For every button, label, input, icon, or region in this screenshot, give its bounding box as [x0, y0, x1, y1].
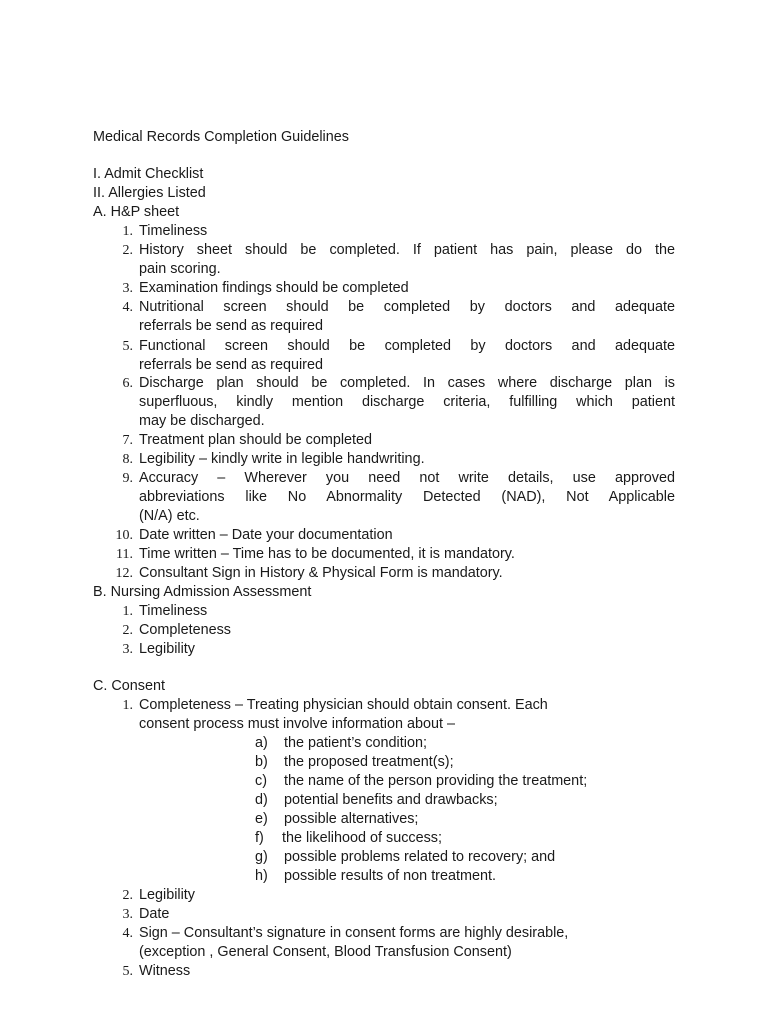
- list-item: Date: [139, 906, 170, 922]
- list-item: Legibility: [139, 887, 195, 903]
- list-item: Completeness: [139, 622, 231, 638]
- list-item-continuation: referrals be send as required: [139, 318, 323, 334]
- list-item: Timeliness: [139, 603, 208, 619]
- document-title: Medical Records Completion Guidelines: [93, 129, 349, 145]
- section-a-heading: A. H&P sheet: [93, 204, 180, 220]
- list-item: Consultant Sign in History & Physical Form is mandatory.: [139, 565, 503, 581]
- list-number: 2.: [122, 243, 133, 258]
- list-number: 3.: [122, 281, 133, 296]
- list-number: 2.: [122, 623, 133, 638]
- section-allergies-listed: II. Allergies Listed: [93, 185, 206, 201]
- list-number: 6.: [122, 376, 133, 391]
- list-item: History sheet should be completed. If patient has pain, please do the: [139, 242, 675, 258]
- list-number: 4.: [122, 926, 133, 941]
- list-number: 5.: [122, 339, 133, 354]
- list-number: 1.: [122, 604, 133, 619]
- list-item-continuation: pain scoring.: [139, 261, 221, 277]
- list-item: Functional screen should be completed by doctors and adequate: [139, 338, 675, 354]
- list-item: Witness: [139, 963, 191, 979]
- list-item-continuation: consent process must involve information about –: [139, 716, 455, 732]
- sub-item-label: c): [255, 773, 267, 789]
- list-number: 5.: [122, 964, 133, 979]
- list-item: Legibility – kindly write in legible handwriting.: [139, 451, 425, 467]
- sub-item-label: b): [255, 754, 268, 770]
- list-number: 9.: [122, 471, 133, 486]
- list-number: 3.: [122, 907, 133, 922]
- list-number: 3.: [122, 642, 133, 657]
- list-item-continuation: abbreviations like No Abnormality Detected (NAD), Not Applicable: [139, 489, 675, 505]
- sub-item: possible problems related to recovery; and: [284, 849, 556, 865]
- list-item: Time written – Time has to be documented, it is mandatory.: [139, 546, 515, 562]
- list-item-continuation: may be discharged.: [139, 413, 265, 429]
- sub-item: the proposed treatment(s);: [284, 754, 454, 770]
- list-item: Sign – Consultant’s signature in consent forms are highly desirable,: [139, 925, 569, 941]
- sub-item: the patient’s condition;: [284, 735, 427, 751]
- list-item-continuation: superfluous, kindly mention discharge criteria, fulfilling which patient: [139, 394, 675, 410]
- list-item-continuation: (N/A) etc.: [139, 508, 200, 524]
- sub-item: the name of the person providing the treatment;: [284, 773, 588, 789]
- list-number: 11.: [116, 547, 133, 562]
- sub-item: potential benefits and drawbacks;: [284, 792, 498, 808]
- list-item: Treatment plan should be completed: [139, 432, 373, 448]
- sub-item-label: a): [255, 735, 268, 751]
- sub-item-label: e): [255, 811, 268, 827]
- list-item: Timeliness: [139, 223, 208, 239]
- sub-item-label: f): [255, 830, 264, 846]
- sub-item-label: d): [255, 792, 268, 808]
- list-number: 7.: [122, 433, 133, 448]
- list-item: Date written – Date your documentation: [139, 527, 393, 543]
- sub-item: possible alternatives;: [284, 811, 419, 827]
- list-number: 1.: [122, 698, 133, 713]
- list-item: Nutritional screen should be completed by doctors and adequate: [139, 299, 675, 315]
- sub-item: the likelihood of success;: [282, 830, 442, 846]
- list-item: Examination findings should be completed: [139, 280, 409, 296]
- list-item: Accuracy – Wherever you need not write details, use approved: [139, 470, 675, 486]
- sub-item: possible results of non treatment.: [284, 868, 496, 884]
- list-number: 2.: [122, 888, 133, 903]
- list-number: 10.: [115, 528, 133, 543]
- list-number: 1.: [122, 224, 133, 239]
- list-item: Legibility: [139, 641, 195, 657]
- list-number: 8.: [122, 452, 133, 467]
- sub-item-label: h): [255, 868, 268, 884]
- section-c-heading: C. Consent: [93, 678, 165, 694]
- list-item: Discharge plan should be completed. In cases where discharge plan is: [139, 375, 675, 391]
- section-admit-checklist: I. Admit Checklist: [93, 166, 204, 182]
- list-number: 4.: [122, 300, 133, 315]
- list-item-continuation: (exception , General Consent, Blood Transfusion Consent): [139, 944, 512, 960]
- sub-item-label: g): [255, 849, 268, 865]
- list-number: 12.: [115, 566, 133, 581]
- list-item: Completeness – Treating physician should obtain consent. Each: [139, 697, 548, 713]
- list-item-continuation: referrals be send as required: [139, 357, 323, 373]
- section-b-heading: B. Nursing Admission Assessment: [93, 584, 312, 600]
